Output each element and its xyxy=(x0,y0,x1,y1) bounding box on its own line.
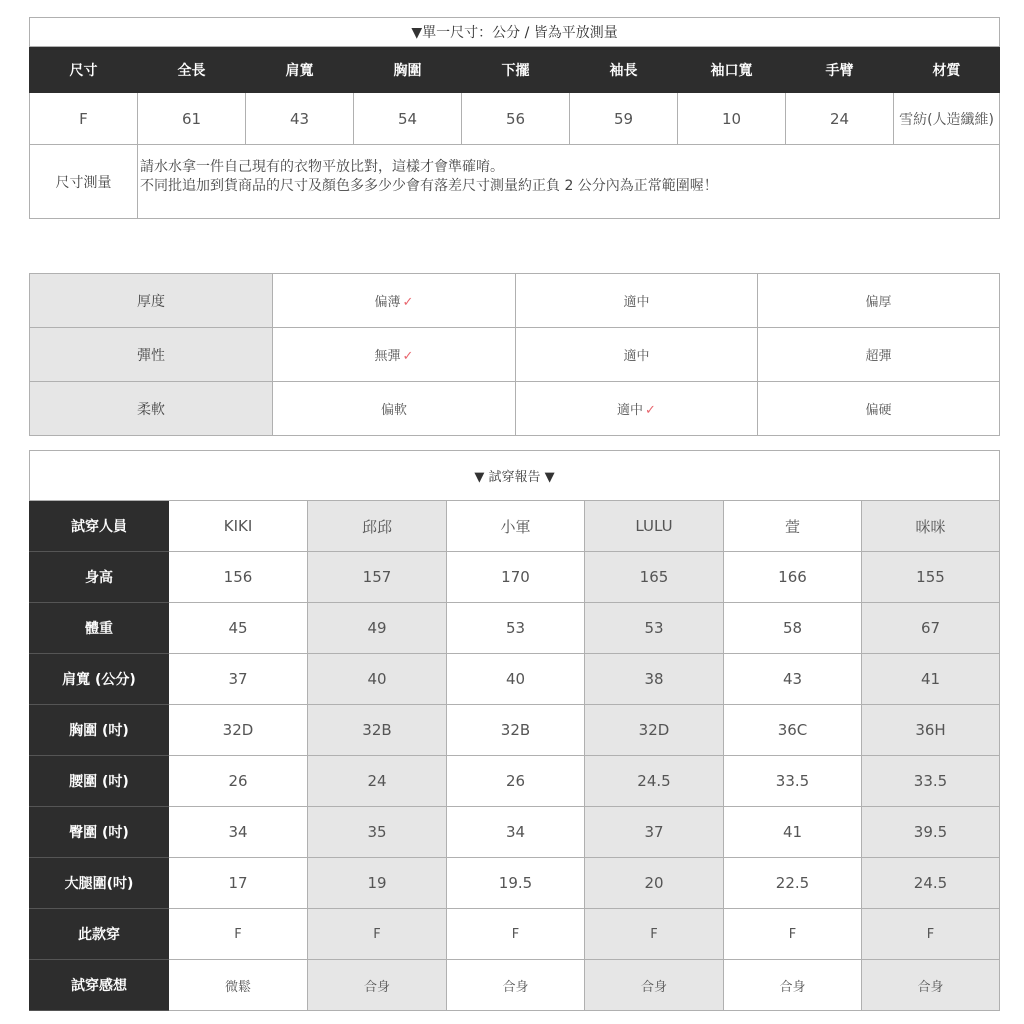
report-cell: 41 xyxy=(862,654,1000,705)
size-value-cell: 59 xyxy=(570,93,678,145)
attribute-option xyxy=(516,328,758,382)
option-text: 無彈 xyxy=(374,349,401,364)
attribute-label: 柔軟 xyxy=(30,382,273,436)
report-row xyxy=(30,552,1000,603)
report-row xyxy=(30,960,1000,1011)
checkmark-icon: ✓ xyxy=(645,403,656,418)
option-text: 適中 xyxy=(623,295,650,310)
option-text: 偏硬 xyxy=(865,403,892,418)
report-row-label: 肩寬 (公分) xyxy=(30,654,169,705)
attribute-label: 厚度 xyxy=(30,274,273,328)
report-cell: 微鬆 xyxy=(169,960,308,1011)
report-cell: 38 xyxy=(585,654,724,705)
report-cell: 22.5 xyxy=(724,858,862,909)
attribute-option xyxy=(516,274,758,328)
report-cell: F xyxy=(724,909,862,960)
attribute-label: 彈性 xyxy=(30,328,273,382)
report-row xyxy=(30,654,1000,705)
report-cell: F xyxy=(862,909,1000,960)
measure-label: 尺寸測量 xyxy=(30,145,138,219)
report-cell: 39.5 xyxy=(862,807,1000,858)
report-cell: 37 xyxy=(169,654,308,705)
report-cell: 170 xyxy=(447,552,585,603)
person-name: 邱邱 xyxy=(308,501,447,552)
size-table xyxy=(29,17,1000,219)
report-cell: 合身 xyxy=(308,960,447,1011)
report-cell: 26 xyxy=(169,756,308,807)
size-table-caption: ▼單一尺寸：公分 / 皆為平放測量 xyxy=(30,18,1000,47)
size-value-cell: 24 xyxy=(786,93,894,145)
report-cell: 155 xyxy=(862,552,1000,603)
report-cell: 35 xyxy=(308,807,447,858)
report-cell: 20 xyxy=(585,858,724,909)
size-header-cell: 材質 xyxy=(894,47,1000,93)
checkmark-icon: ✓ xyxy=(402,349,414,364)
report-cell: F xyxy=(447,909,585,960)
person-name: 咪咪 xyxy=(862,501,1000,552)
report-header-row xyxy=(30,501,1000,552)
report-cell: 34 xyxy=(447,807,585,858)
size-value-cell: 56 xyxy=(462,93,570,145)
person-name: LULU xyxy=(585,501,724,552)
option-text: 偏厚 xyxy=(865,295,892,310)
material-cell: 雪紡(人造纖維) xyxy=(894,93,1000,145)
option-text: 偏薄 xyxy=(374,295,401,310)
size-header-cell: 全長 xyxy=(138,47,246,93)
measure-notes xyxy=(138,145,1000,219)
report-cell: 24 xyxy=(308,756,447,807)
report-cell: 58 xyxy=(724,603,862,654)
size-value-cell: 61 xyxy=(138,93,246,145)
report-cell: 32D xyxy=(169,705,308,756)
report-row-label: 腰圍 (吋) xyxy=(30,756,169,807)
report-cell: 26 xyxy=(447,756,585,807)
report-row xyxy=(30,705,1000,756)
size-header-cell: 袖長 xyxy=(570,47,678,93)
report-cell: 156 xyxy=(169,552,308,603)
size-header-cell: 胸圍 xyxy=(354,47,462,93)
report-row-label: 臀圍 (吋) xyxy=(30,807,169,858)
report-cell: 32B xyxy=(308,705,447,756)
report-cell: 40 xyxy=(308,654,447,705)
fitting-report-table xyxy=(29,450,1000,1011)
report-row xyxy=(30,909,1000,960)
attribute-option xyxy=(273,382,516,436)
attribute-row xyxy=(30,274,1000,328)
report-cell: 19.5 xyxy=(447,858,585,909)
option-text: 偏軟 xyxy=(380,403,407,418)
report-cell: 53 xyxy=(585,603,724,654)
report-cell: F xyxy=(308,909,447,960)
person-name: 小軍 xyxy=(447,501,585,552)
report-cell: 34 xyxy=(169,807,308,858)
attribute-option xyxy=(273,274,516,328)
report-row-label: 試穿感想 xyxy=(30,960,169,1011)
report-cell: 166 xyxy=(724,552,862,603)
report-row xyxy=(30,858,1000,909)
report-cell: 33.5 xyxy=(862,756,1000,807)
report-cell: 53 xyxy=(447,603,585,654)
report-row-label: 體重 xyxy=(30,603,169,654)
report-cell: 43 xyxy=(724,654,862,705)
attribute-option xyxy=(758,328,1000,382)
attribute-option xyxy=(758,274,1000,328)
person-name: KIKI xyxy=(169,501,308,552)
report-cell: 32D xyxy=(585,705,724,756)
report-cell: 165 xyxy=(585,552,724,603)
report-cell: 合身 xyxy=(585,960,724,1011)
measure-note-line: 不同批追加到貨商品的尺寸及顏色多多少少會有落差尺寸測量約正負 2 公分內為正常範圍喔！ xyxy=(140,177,718,194)
size-value-cell: 10 xyxy=(678,93,786,145)
report-cell: 67 xyxy=(862,603,1000,654)
report-cell: F xyxy=(169,909,308,960)
report-row-label: 試穿人員 xyxy=(30,501,169,552)
size-header-cell: 手臂 xyxy=(786,47,894,93)
checkmark-icon: ✓ xyxy=(402,295,414,310)
option-text: 適中 xyxy=(617,403,644,418)
report-cell: 45 xyxy=(169,603,308,654)
option-text: 超彈 xyxy=(865,349,892,364)
fabric-attributes-table xyxy=(29,273,1000,436)
report-cell: 37 xyxy=(585,807,724,858)
fitting-report-title: ▼ 試穿報告 ▼ xyxy=(30,451,1000,501)
report-cell: 合身 xyxy=(724,960,862,1011)
report-cell: 17 xyxy=(169,858,308,909)
size-header-cell: 尺寸 xyxy=(30,47,138,93)
size-value-cell: 43 xyxy=(246,93,354,145)
report-row xyxy=(30,807,1000,858)
report-cell: 36H xyxy=(862,705,1000,756)
report-cell: 157 xyxy=(308,552,447,603)
attribute-row xyxy=(30,328,1000,382)
report-cell: 24.5 xyxy=(862,858,1000,909)
report-cell: 36C xyxy=(724,705,862,756)
size-header-cell: 袖口寬 xyxy=(678,47,786,93)
attribute-option xyxy=(516,382,758,436)
measure-note-line: 請水水拿一件自己現有的衣物平放比對，這樣才會準確唷。 xyxy=(140,158,504,175)
report-cell: 40 xyxy=(447,654,585,705)
size-header-cell: 下擺 xyxy=(462,47,570,93)
attribute-option xyxy=(758,382,1000,436)
size-value-cell: F xyxy=(30,93,138,145)
size-header-cell: 肩寬 xyxy=(246,47,354,93)
attribute-option xyxy=(273,328,516,382)
report-cell: 41 xyxy=(724,807,862,858)
report-row-label: 此款穿 xyxy=(30,909,169,960)
report-cell: 19 xyxy=(308,858,447,909)
person-name: 萱 xyxy=(724,501,862,552)
attribute-row xyxy=(30,382,1000,436)
size-value-cell: 54 xyxy=(354,93,462,145)
option-text: 適中 xyxy=(623,349,650,364)
report-cell: 合身 xyxy=(862,960,1000,1011)
report-row-label: 胸圍 (吋) xyxy=(30,705,169,756)
report-row xyxy=(30,756,1000,807)
report-cell: 33.5 xyxy=(724,756,862,807)
report-cell: 49 xyxy=(308,603,447,654)
report-row-label: 大腿圍(吋) xyxy=(30,858,169,909)
report-row-label: 身高 xyxy=(30,552,169,603)
report-row xyxy=(30,603,1000,654)
report-cell: 合身 xyxy=(447,960,585,1011)
report-cell: 24.5 xyxy=(585,756,724,807)
report-cell: 32B xyxy=(447,705,585,756)
report-cell: F xyxy=(585,909,724,960)
